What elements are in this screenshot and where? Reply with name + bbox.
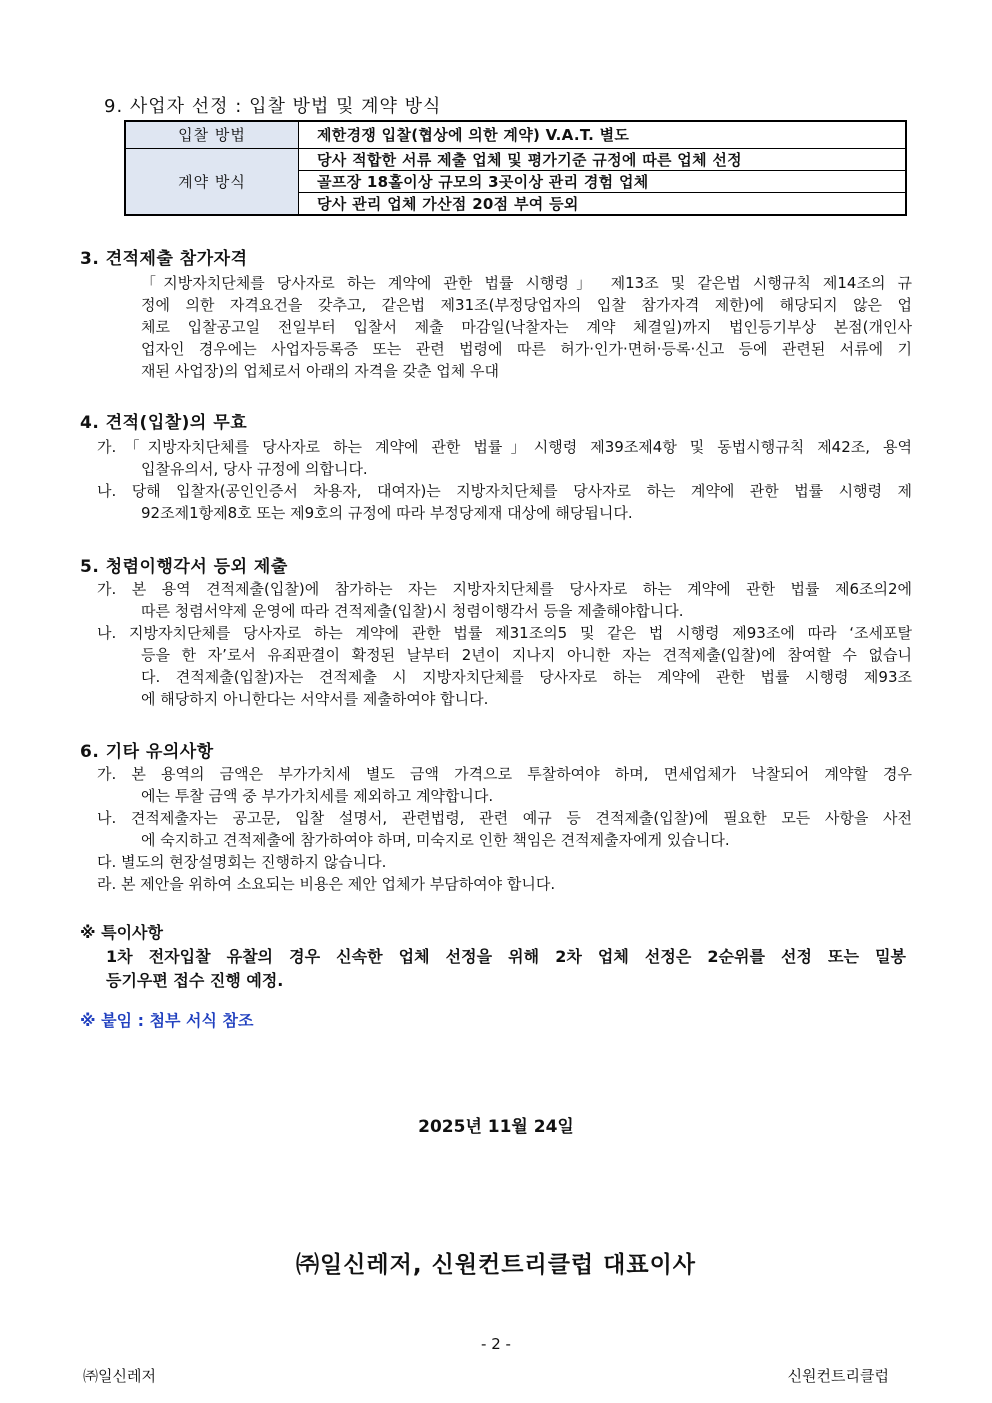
section-5-body bbox=[97, 578, 912, 710]
special-notes-title: ※ 특이사항 bbox=[80, 923, 163, 942]
list-item: 나. 견적제출자는 공고문, 입찰 설명서, 관련법령, 관련 예규 등 견적제출(입찰)에 필요한 모든 사항을 사전 bbox=[97, 809, 912, 827]
special-note-line: 1차 전자입찰 유찰의 경우 신속한 업체 선정을 위해 2차 업체 선정은 2순위를 선정 또는 밀봉 bbox=[106, 947, 906, 966]
paragraph-line: 정에 의한 자격요건을 갖추고, 같은법 제31조(부정당업자의 입찰 참가자격 제한)에 해당되지 않은 업 bbox=[141, 296, 912, 314]
attachment-note: ※ 붙임 : 첨부 서식 참조 bbox=[80, 1011, 254, 1030]
list-item-continuation: 에는 투찰 금액 중 부가가치세를 제외하고 계약합니다. bbox=[141, 787, 494, 805]
section-6-body bbox=[97, 763, 912, 895]
paragraph-line: 업자인 경우에는 사업자등록증 또는 관련 법령에 따른 허가·인가·면허·등록·신고 등에 관련된 서류에 기 bbox=[141, 340, 912, 358]
list-item-continuation: 다. 견적제출(입찰)자는 견적제출 시 지방자치단체를 당사자로 하는 계약에 관한 법률 시행령 제93조 bbox=[141, 668, 912, 686]
list-item-continuation: 따른 청렴서약제 운영에 따라 견적제출(입찰)시 청렴이행각서 등을 제출해야합니다. bbox=[141, 602, 684, 620]
list-item-continuation: 에 해당하지 아니한다는 서약서를 제출하여야 합니다. bbox=[141, 690, 489, 708]
footer-right: 신원컨트리클럽 bbox=[787, 1367, 889, 1385]
page-number: - 2 - bbox=[481, 1335, 511, 1353]
section-3-title: 3. 견적제출 참가자격 bbox=[80, 249, 248, 269]
section-3-body bbox=[141, 272, 912, 382]
bid-method-table bbox=[124, 120, 907, 216]
footer-left: ㈜일신레저 bbox=[83, 1367, 156, 1385]
table-row bbox=[125, 148, 906, 170]
paragraph-line: 재된 사업장)의 업체로서 아래의 자격을 갖춘 업체 우대 bbox=[141, 362, 500, 380]
special-note-line: 등기우편 접수 진행 예정. bbox=[106, 971, 284, 990]
list-item: 가. 본 용역의 금액은 부가가치세 별도 금액 가격으로 투찰하여야 하며, 면세업체가 낙찰되어 계약할 경우 bbox=[97, 765, 912, 783]
list-item-continuation: 등을 한 자’로서 유죄판결이 확정된 날부터 2년이 지나지 아니한 자는 견적제출(입찰)에 참여할 수 없습니 bbox=[141, 646, 912, 664]
list-item: 라. 본 제안을 위하여 소요되는 비용은 제안 업체가 부담하여야 합니다. bbox=[97, 875, 556, 893]
table-row bbox=[125, 121, 906, 148]
section-4-title: 4. 견적(입찰)의 무효 bbox=[80, 413, 248, 433]
contract-method-value-3: 당사 관리 업체 가산점 20점 부여 등외 bbox=[299, 192, 907, 215]
contract-method-value-1: 당사 적합한 서류 제출 업체 및 평가기준 규정에 따른 업체 선정 bbox=[299, 148, 907, 170]
list-item: 나. 당해 입찰자(공인인증서 차용자, 대여자)는 지방자치단체를 당사자로 하는 계약에 관한 법률 시행령 제 bbox=[97, 482, 912, 500]
list-item: 가.「지방자치단체를 당사자로 하는 계약에 관한 법률」시행령 제39조제4항 및 동법시행규칙 제42조, 용역 bbox=[97, 438, 912, 456]
list-item-continuation: 에 숙지하고 견적제출에 참가하여야 하며, 미숙지로 인한 책임은 견적제출자에게 있습니다. bbox=[141, 831, 730, 849]
list-item: 나. 지방자치단체를 당사자로 하는 계약에 관한 법률 제31조의5 및 같은 법 시행령 제93조에 따라 ‘조세포탈 bbox=[97, 624, 912, 642]
section-6-title: 6. 기타 유의사항 bbox=[80, 742, 214, 762]
signature: ㈜일신레저, 신원컨트리클럽 대표이사 bbox=[295, 1252, 697, 1278]
bid-method-value: 제한경쟁 입찰(협상에 의한 계약) V.A.T. 별도 bbox=[299, 121, 907, 148]
bid-method-label: 입찰 방법 bbox=[125, 121, 299, 148]
document-date: 2025년 11월 24일 bbox=[418, 1117, 574, 1137]
contract-method-label: 계약 방식 bbox=[125, 148, 299, 215]
list-item-continuation: 입찰유의서, 당사 규정에 의합니다. bbox=[141, 460, 368, 478]
paragraph-line: 「지방자치단체를 당사자로 하는 계약에 관한 법률 시행령」 제13조 및 같은법 시행규칙 제14조의 규 bbox=[141, 274, 912, 292]
special-notes-body bbox=[106, 945, 906, 993]
list-item: 가. 본 용역 견적제출(입찰)에 참가하는 자는 지방자치단체를 당사자로 하는 계약에 관한 법률 제6조의2에 bbox=[97, 580, 912, 598]
contract-method-value-2: 골프장 18홀이상 규모의 3곳이상 관리 경험 업체 bbox=[299, 170, 907, 192]
list-item: 다. 별도의 현장설명회는 진행하지 않습니다. bbox=[97, 853, 387, 871]
section-4-body bbox=[97, 436, 912, 524]
paragraph-line: 체로 입찰공고일 전일부터 입찰서 제출 마감일(낙찰자는 계약 체결일)까지 법인등기부상 본점(개인사 bbox=[141, 318, 912, 336]
section-9-title: 9. 사업자 선정 : 입찰 방법 및 계약 방식 bbox=[104, 96, 442, 117]
section-5-title: 5. 청렴이행각서 등외 제출 bbox=[80, 557, 288, 577]
list-item-continuation: 92조제1항제8호 또는 제9호의 규정에 따라 부정당제재 대상에 해당됩니다. bbox=[141, 504, 633, 522]
